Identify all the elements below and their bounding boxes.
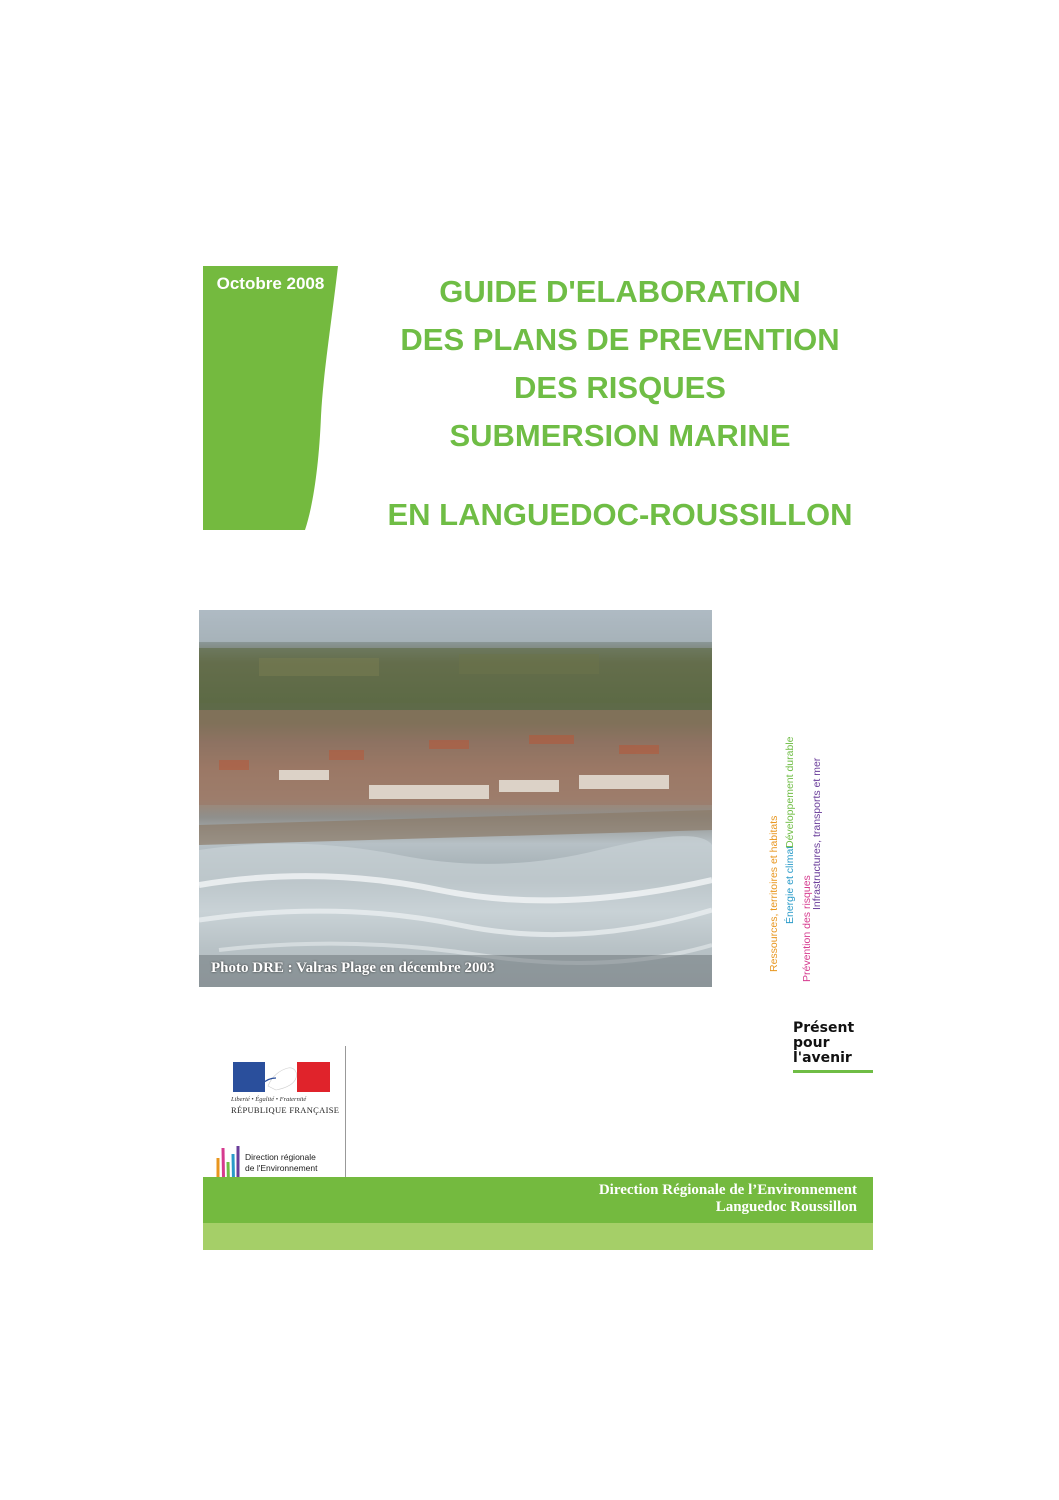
dre-line-1: Direction régionale — [245, 1152, 316, 1162]
slogan-sustainable: Développement durable — [784, 736, 796, 848]
document-title — [370, 268, 870, 539]
republique-logo — [210, 1046, 346, 1135]
title-line-3: DES RISQUES — [514, 370, 726, 405]
aerial-photo — [199, 610, 712, 987]
document-subtitle: EN LANGUEDOC-ROUSSILLON — [387, 497, 853, 532]
present-underline — [793, 1070, 873, 1073]
title-line-4: SUBMERSION MARINE — [449, 418, 791, 453]
date-band — [203, 266, 338, 530]
footer-band-light — [203, 1223, 873, 1250]
slogan-risk-prevention: Prévention des risques — [801, 875, 813, 982]
present-pour-avenir-logo — [793, 1021, 873, 1073]
footer-line-1: Direction Régionale de l’Environnement — [598, 1182, 857, 1198]
slogan-energy: Énergie et climat — [784, 845, 796, 924]
title-line-1: GUIDE D'ELABORATION — [439, 274, 801, 309]
footer-line-2: Languedoc Roussillon — [715, 1199, 857, 1215]
republic-motto: Liberté • Égalité • Fraternité — [231, 1096, 307, 1103]
dre-line-2: de l'Environnement — [245, 1163, 318, 1173]
present-line-2: pour — [793, 1035, 830, 1051]
footer-organization — [599, 1182, 857, 1216]
ministry-slogan — [748, 720, 868, 1000]
republique-francaise: RÉPUBLIQUE FRANÇAISE — [231, 1105, 340, 1115]
present-line-3: l'avenir — [793, 1050, 852, 1066]
slogan-resources: Ressources, territoires et habitats — [768, 815, 780, 972]
green-tab-shape — [203, 266, 338, 530]
marianne-flag-icon — [210, 1046, 345, 1094]
title-line-2: DES PLANS DE PREVENTION — [400, 322, 840, 357]
footer-band — [203, 1177, 873, 1223]
photo-caption: Photo DRE : Valras Plage en décembre 2003 — [211, 960, 495, 976]
photo-illustration — [199, 610, 712, 987]
publication-date: Octobre 2008 — [216, 274, 325, 293]
slogan-infrastructure: Infrastructures, transports et mer — [811, 757, 823, 910]
present-line-1: Présent — [793, 1020, 855, 1036]
